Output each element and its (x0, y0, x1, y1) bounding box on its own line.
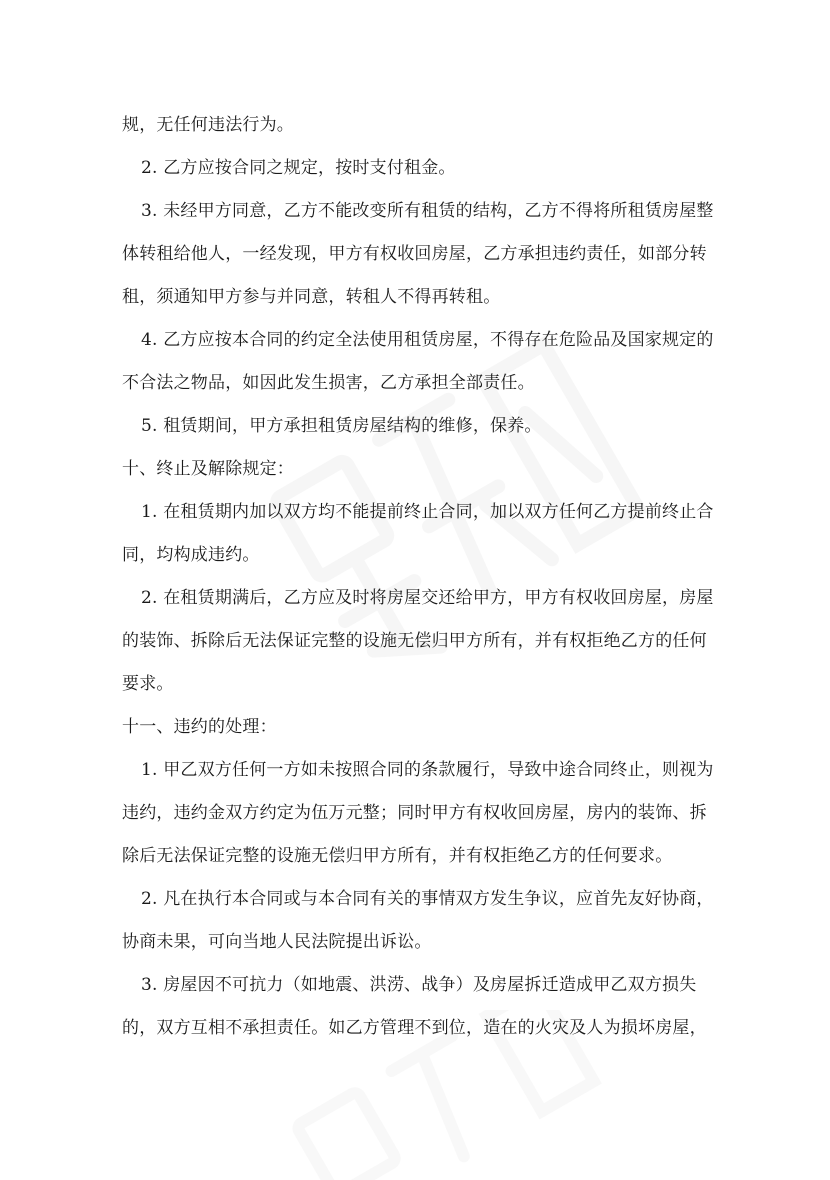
text-line: 同，均构成违约。 (122, 545, 260, 565)
text-line: 4. 乙方应按本合同的约定全法使用租赁房屋，不得存在危险品及国家规定的 (141, 330, 714, 350)
section-heading: 十一、违约的处理： (122, 717, 277, 737)
section-heading: 十、终止及解除规定： (122, 459, 294, 479)
text-line: 租，须通知甲方参与并同意，转租人不得再转租。 (122, 287, 501, 307)
text-line: 3. 房屋因不可抗力（如地震、洪涝、战争）及房屋拆迁造成甲乙双方损失 (141, 975, 697, 995)
text-line: 协商未果，可向当地人民法院提出诉讼。 (122, 932, 432, 952)
text-line: 1. 甲乙双方任何一方如未按照合同的条款履行，导致中途合同终止，则视为 (141, 760, 714, 780)
text-line: 5. 租赁期间，甲方承担租赁房屋结构的维修，保养。 (141, 416, 542, 436)
text-line: 2. 在租赁期满后，乙方应及时将房屋交还给甲方，甲方有权收回房屋，房屋 (141, 588, 714, 608)
text-line: 体转租给他人，一经发现，甲方有权收回房屋，乙方承担违约责任，如部分转 (122, 244, 707, 264)
text-line: 的，双方互相不承担责任。如乙方管理不到位，造在的火灾及人为损坏房屋， (122, 1018, 707, 1038)
text-line: 3. 未经甲方同意，乙方不能改变所有租赁的结构，乙方不得将所租赁房屋整 (141, 201, 714, 221)
text-line: 除后无法保证完整的设施无偿归甲方所有，并有权拒绝乙方的任何要求。 (122, 846, 673, 866)
text-line: 不合法之物品，如因此发生损害，乙方承担全部责任。 (122, 373, 535, 393)
text-line: 规，无任何违法行为。 (122, 115, 294, 135)
text-line: 违约，违约金双方约定为伍万元整；同时甲方有权收回房屋，房内的装饰、拆 (122, 803, 707, 823)
text-line: 2. 乙方应按合同之规定，按时支付租金。 (141, 158, 456, 178)
text-line: 1. 在租赁期内加以双方均不能提前终止合同，加以双方任何乙方提前终止合 (141, 502, 714, 522)
text-line: 的装饰、拆除后无法保证完整的设施无偿归甲方所有，并有权拒绝乙方的任何 (122, 631, 707, 651)
text-line: 要求。 (122, 674, 174, 694)
text-line: 2. 凡在执行本合同或与本合同有关的事情双方发生争议，应首先友好协商， (141, 889, 714, 909)
